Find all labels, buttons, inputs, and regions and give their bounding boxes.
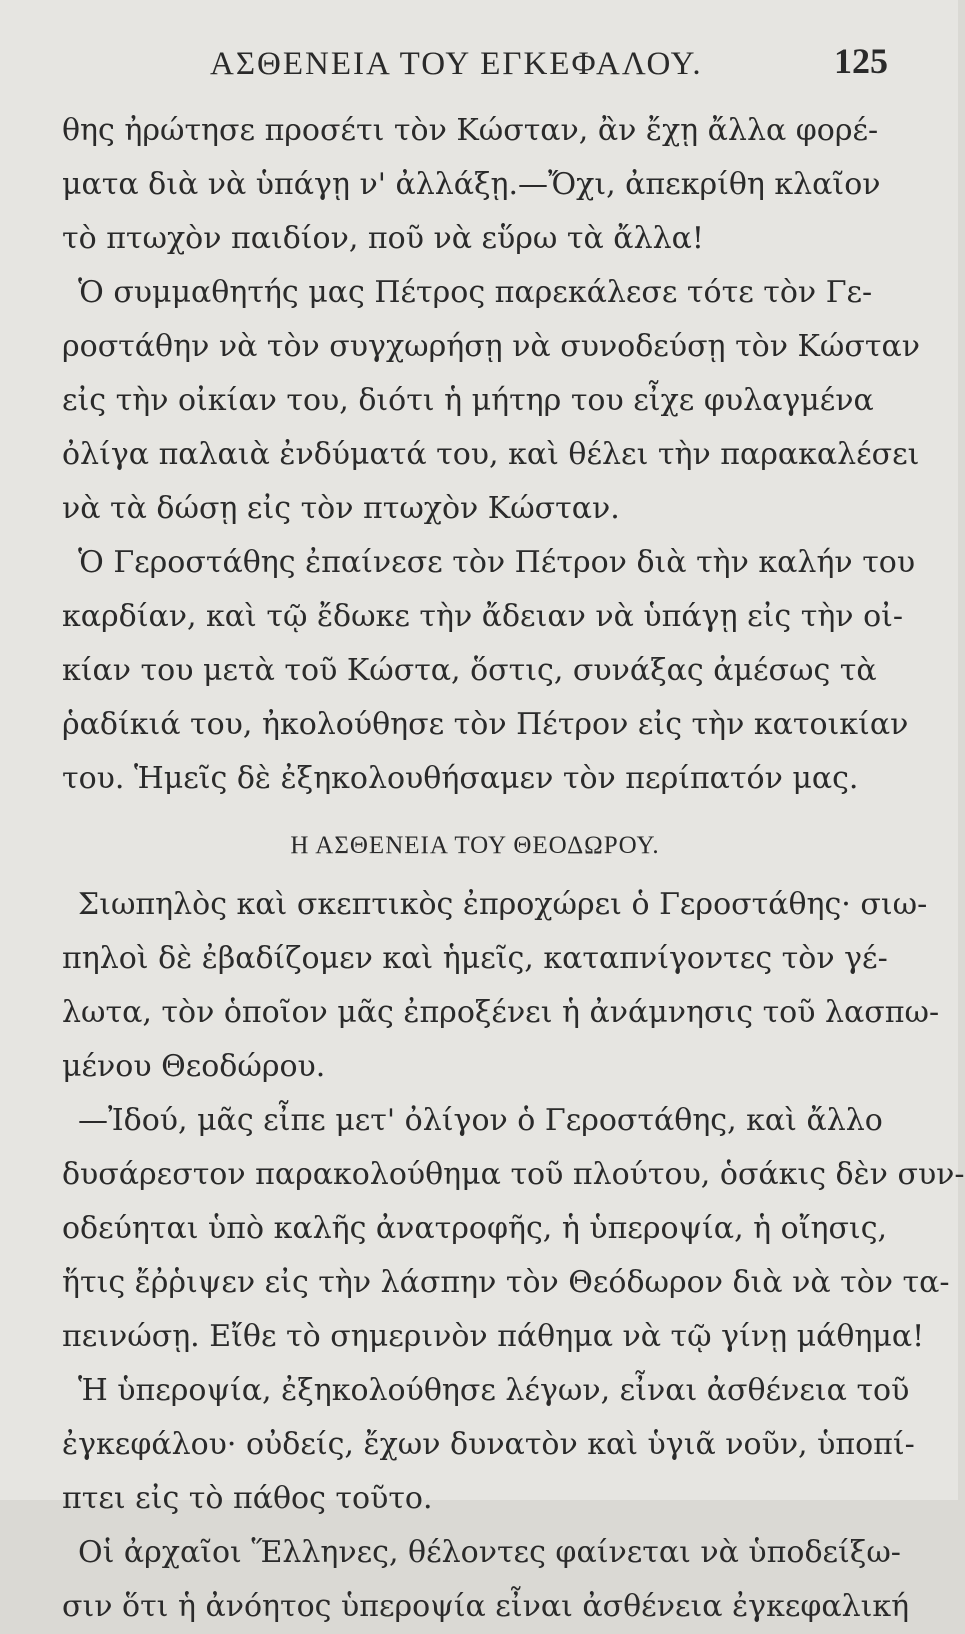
text-line: του. Ἡμεῖς δὲ ἐξηκολουθήσαμεν τὸν περίπατόν μας.	[62, 761, 859, 796]
text-line: Ὁ Γεροστάθης ἐπαίνεσε τὸν Πέτρον διὰ τὴν καλήν του	[78, 545, 916, 580]
text-line: οδεύηται ὑπὸ καλῆς ἀνατροφῆς, ἡ ὑπεροψία, ἡ οἴησις,	[62, 1211, 888, 1246]
text-line: δυσάρεστον παρακολούθημα τοῦ πλούτου, ὁσάκις δὲν συν-	[62, 1157, 965, 1192]
text-line: τὸ πτωχὸν παιδίον, ποῦ νὰ εὕρω τὰ ἄλλα!	[62, 221, 704, 256]
text-line: ματα διὰ νὰ ὑπάγῃ ν' ἀλλάξῃ.—Ὄχι, ἀπεκρίθη κλαῖον	[62, 167, 881, 202]
text-line: νὰ τὰ δώσῃ εἰς τὸν πτωχὸν Κώσταν.	[62, 491, 620, 526]
text-line: ὀλίγα παλαιὰ ἐνδύματά του, καὶ θέλει τὴν παρακαλέσει	[62, 437, 920, 472]
text-line: καρδίαν, καὶ τῷ ἔδωκε τὴν ἄδειαν νὰ ὑπάγῃ εἰς τὴν οἰ-	[62, 599, 904, 634]
section-heading: Η ΑΣΘΕΝΕΙΑ ΤΟΥ ΘΕΟΔΩΡΟΥ.	[290, 832, 660, 859]
text-line: σιν ὅτι ἡ ἀνόητος ὑπεροψία εἶναι ἀσθένεια ἐγκεφαλική	[62, 1589, 910, 1624]
text-line: πτει εἰς τὸ πάθος τοῦτο.	[62, 1481, 433, 1516]
text-line: εἰς τὴν οἰκίαν του, διότι ἡ μήτηρ του εἶχε φυλαγμένα	[62, 383, 874, 418]
text-line: ῥαδίκιά του, ἠκολούθησε τὸν Πέτρον εἰς τὴν κατοικίαν	[62, 707, 909, 742]
text-line: θης ἠρώτησε προσέτι τὸν Κώσταν, ἂν ἔχῃ ἄλλα φορέ-	[62, 113, 879, 148]
text-block-2	[62, 878, 965, 1634]
page-number: 125	[834, 41, 888, 81]
page-header	[62, 36, 888, 100]
text-block-1	[62, 104, 920, 806]
text-line: πηλοὶ δὲ ἐβαδίζομεν καὶ ἡμεῖς, καταπνίγοντες τὸν γέ-	[62, 941, 888, 976]
text-line: ἐγκεφάλου· οὐδείς, ἔχων δυνατὸν καὶ ὑγιᾶ νοῦν, ὑποπί-	[62, 1427, 915, 1462]
running-title: ΑΣΘΕΝΕΙΑ ΤΟΥ ΕΓΚΕΦΑΛΟΥ.	[210, 46, 703, 82]
text-line: Οἱ ἀρχαῖοι Ἕλληνες, θέλοντες φαίνεται νὰ ὑποδείξω-	[78, 1535, 901, 1570]
text-line: λωτα, τὸν ὁποῖον μᾶς ἐπροξένει ἡ ἀνάμνησις τοῦ λασπω-	[62, 995, 940, 1030]
text-line: —Ἰδού, μᾶς εἶπε μετ' ὀλίγον ὁ Γεροστάθης, καὶ ἄλλο	[78, 1103, 883, 1138]
text-line: ροστάθην νὰ τὸν συγχωρήσῃ νὰ συνοδεύσῃ τὸν Κώσταν	[62, 329, 920, 364]
text-line: Ὁ συμμαθητής μας Πέτρος παρεκάλεσε τότε τὸν Γε-	[78, 275, 873, 310]
text-line: Σιωπηλὸς καὶ σκεπτικὸς ἐπροχώρει ὁ Γεροστάθης· σιω-	[78, 887, 928, 922]
text-line: κίαν του μετὰ τοῦ Κώστα, ὅστις, συνάξας ἀμέσως τὰ	[62, 653, 877, 688]
text-line: ἥτις ἔῤῥιψεν εἰς τὴν λάσπην τὸν Θεόδωρον διὰ νὰ τὸν τα-	[62, 1265, 950, 1300]
text-line: Ἡ ὑπεροψία, ἐξηκολούθησε λέγων, εἶναι ἀσθένεια τοῦ	[78, 1373, 910, 1408]
text-line: πεινώσῃ. Εἴθε τὸ σημερινὸν πάθημα νὰ τῷ γίνῃ μάθημα!	[62, 1319, 925, 1354]
text-line: μένου Θεοδώρου.	[62, 1049, 326, 1084]
